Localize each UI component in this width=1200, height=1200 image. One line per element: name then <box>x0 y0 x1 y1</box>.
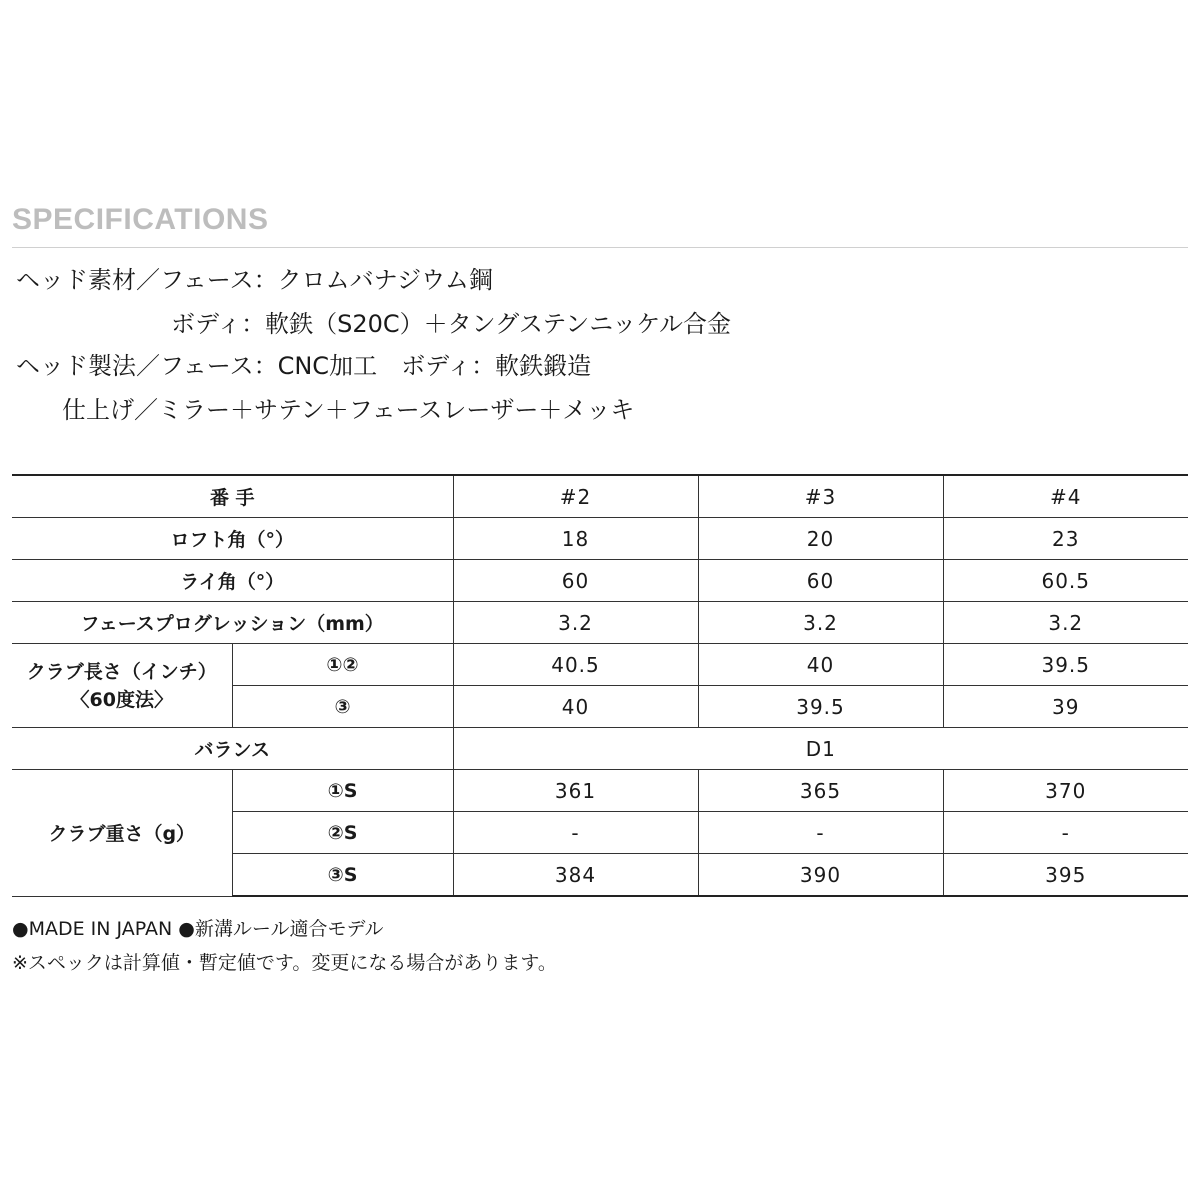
cell-value: 3.2 <box>453 602 698 644</box>
spec-head-material: ヘッド素材／フェース：クロムバナジウム鋼 <box>16 266 493 294</box>
cell-value: 60.5 <box>943 560 1188 602</box>
row-label-balance: バランス <box>12 728 453 770</box>
cell-value: - <box>943 812 1188 854</box>
row-label-lie: ライ角（°） <box>12 560 453 602</box>
row-label-weight: クラブ重さ（g） <box>12 770 232 897</box>
table-row-balance <box>12 728 1188 770</box>
cell-value: 60 <box>698 560 943 602</box>
sub-label: ①S <box>232 770 453 812</box>
row-label-progression: フェースプログレッション（mm） <box>12 602 453 644</box>
row-label-loft: ロフト角（°） <box>12 518 453 560</box>
spec-body-material: ボディ：軟鉄（S20C）＋タングステンニッケル合金 <box>171 310 732 338</box>
cell-value: 365 <box>698 770 943 812</box>
row-label-length <box>12 644 232 728</box>
table-row-lie <box>12 560 1188 602</box>
sub-label: ③S <box>232 854 453 897</box>
specifications-heading: SPECIFICATIONS <box>12 203 269 236</box>
cell-value: 384 <box>453 854 698 897</box>
length-label-line1: クラブ長さ（インチ） <box>26 660 217 683</box>
col-header-3: #3 <box>698 475 943 518</box>
spec-head-method: ヘッド製法／フェース：CNC加工 ボディ：軟鉄鍛造 <box>16 352 592 380</box>
cell-value: 390 <box>698 854 943 897</box>
sub-label: ②S <box>232 812 453 854</box>
table-row-length-1 <box>12 644 1188 686</box>
cell-value: 39.5 <box>698 686 943 728</box>
cell-value: 60 <box>453 560 698 602</box>
spec-table <box>12 474 1188 897</box>
cell-value: D1 <box>453 728 1188 770</box>
cell-value: 39 <box>943 686 1188 728</box>
table-row-weight-1 <box>12 770 1188 812</box>
cell-value: 40 <box>698 644 943 686</box>
table-row-club-number <box>12 475 1188 518</box>
cell-value: 3.2 <box>943 602 1188 644</box>
cell-value: 3.2 <box>698 602 943 644</box>
cell-value: 40 <box>453 686 698 728</box>
cell-value: 395 <box>943 854 1188 897</box>
cell-value: - <box>698 812 943 854</box>
col-header-2: #2 <box>453 475 698 518</box>
cell-value: 40.5 <box>453 644 698 686</box>
sub-label: ③ <box>232 686 453 728</box>
table-row-loft <box>12 518 1188 560</box>
length-label-line2: 〈60度法〉 <box>70 688 173 711</box>
note-made-in-japan: ●MADE IN JAPAN ●新溝ルール適合モデル <box>12 918 384 940</box>
table-row-progression <box>12 602 1188 644</box>
col-header-4: #4 <box>943 475 1188 518</box>
spec-finish: 仕上げ／ミラー＋サテン＋フェースレーザー＋メッキ <box>62 396 635 424</box>
cell-value: 370 <box>943 770 1188 812</box>
row-label-club-number: 番 手 <box>12 475 453 518</box>
cell-value: 361 <box>453 770 698 812</box>
cell-value: 39.5 <box>943 644 1188 686</box>
note-disclaimer: ※スペックは計算値・暫定値です。変更になる場合があります。 <box>12 952 557 974</box>
cell-value: 20 <box>698 518 943 560</box>
sub-label: ①② <box>232 644 453 686</box>
cell-value: 18 <box>453 518 698 560</box>
cell-value: - <box>453 812 698 854</box>
cell-value: 23 <box>943 518 1188 560</box>
heading-divider <box>12 247 1188 248</box>
